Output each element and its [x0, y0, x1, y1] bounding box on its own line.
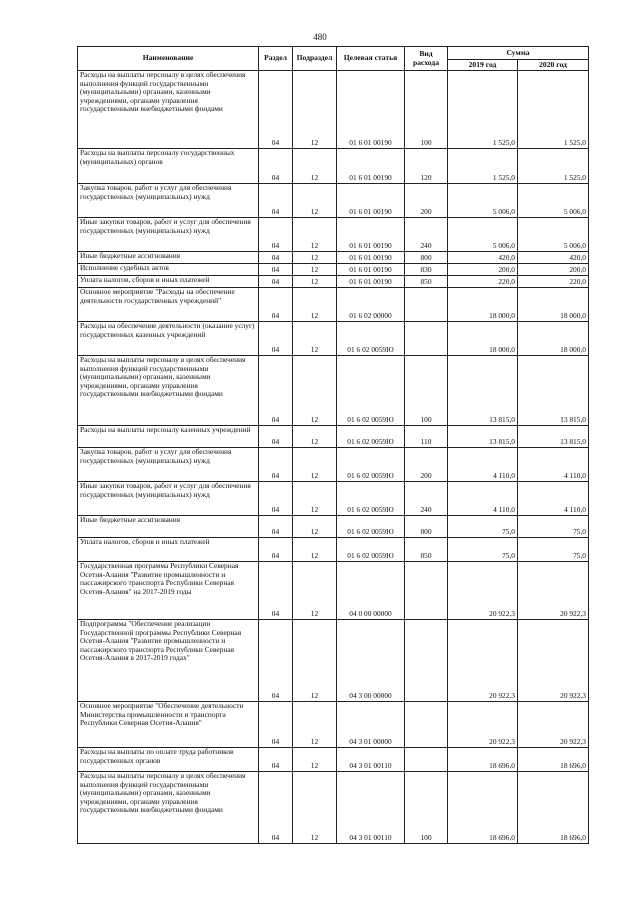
row-section: 04 — [259, 516, 293, 538]
row-name: Расходы на выплаты персоналу казенных учреждений — [78, 426, 259, 448]
row-section: 04 — [259, 702, 293, 748]
row-target: 01 6 02 0059Ю — [337, 538, 405, 562]
row-subsection: 12 — [293, 538, 337, 562]
row-subsection: 12 — [293, 218, 337, 252]
header-subsection: Подраздел — [293, 47, 337, 71]
row-target: 01 6 01 00190 — [337, 149, 405, 184]
row-expense-type: 110 — [405, 426, 448, 448]
table-row — [78, 516, 589, 538]
row-expense-type: 850 — [405, 276, 448, 288]
row-expense-type — [405, 748, 448, 772]
row-section: 04 — [259, 218, 293, 252]
row-name: Расходы на выплаты персоналу в целях обеспечения выполнения функций государственными (муниципальными) органами, казенными учреждениями, органами управления государственными внебюджетными фондами — [78, 71, 259, 149]
row-expense-type: 120 — [405, 149, 448, 184]
row-target: 01 6 01 00190 — [337, 184, 405, 218]
row-name: Исполнение судебных актов — [78, 264, 259, 276]
row-target: 01 6 01 00190 — [337, 218, 405, 252]
row-section: 04 — [259, 264, 293, 276]
row-sum-2020: 75,0 — [518, 538, 589, 562]
table-row — [78, 252, 589, 264]
row-sum-2019: 5 006,0 — [448, 218, 518, 252]
row-sum-2019: 13 815,0 — [448, 356, 518, 426]
row-name: Расходы на выплаты по оплате труда работников государственных органов — [78, 748, 259, 772]
table-row — [78, 448, 589, 482]
row-sum-2020: 1 525,0 — [518, 71, 589, 149]
row-sum-2020: 18 696,0 — [518, 772, 589, 844]
row-target: 01 6 01 00190 — [337, 264, 405, 276]
row-sum-2019: 1 525,0 — [448, 71, 518, 149]
row-sum-2019: 220,0 — [448, 276, 518, 288]
row-target: 04 3 01 00000 — [337, 702, 405, 748]
row-section: 04 — [259, 252, 293, 264]
table-row — [78, 264, 589, 276]
row-sum-2019: 5 006,0 — [448, 184, 518, 218]
row-sum-2020: 1 525,0 — [518, 149, 589, 184]
row-sum-2020: 420,0 — [518, 252, 589, 264]
row-target: 04 3 01 00110 — [337, 772, 405, 844]
row-sum-2020: 20 922,3 — [518, 562, 589, 620]
row-expense-type — [405, 322, 448, 356]
row-section: 04 — [259, 288, 293, 322]
row-name: Расходы на обеспечение деятельности (оказание услуг) государственных казенных учреждений — [78, 322, 259, 356]
row-target: 01 6 02 00000 — [337, 288, 405, 322]
row-target: 01 6 02 0059Ю — [337, 322, 405, 356]
header-target: Целевая статья — [337, 47, 405, 71]
row-sum-2019: 200,0 — [448, 264, 518, 276]
row-target: 01 6 01 00190 — [337, 276, 405, 288]
row-sum-2019: 4 110,0 — [448, 482, 518, 516]
table-row — [78, 562, 589, 620]
table-row — [78, 748, 589, 772]
row-name: Иные закупки товаров, работ и услуг для обеспечения государственных (муниципальных) нужд — [78, 218, 259, 252]
header-name: Наименование — [78, 47, 259, 71]
row-name: Иные бюджетные ассигнования — [78, 252, 259, 264]
row-target: 01 6 01 00190 — [337, 252, 405, 264]
row-expense-type: 100 — [405, 71, 448, 149]
row-subsection: 12 — [293, 264, 337, 276]
row-target: 04 3 00 00000 — [337, 620, 405, 702]
row-subsection: 12 — [293, 356, 337, 426]
row-target: 01 6 02 0059Ю — [337, 448, 405, 482]
row-section: 04 — [259, 356, 293, 426]
row-section: 04 — [259, 620, 293, 702]
table-row — [78, 276, 589, 288]
row-sum-2020: 18 696,0 — [518, 748, 589, 772]
table-row — [78, 620, 589, 702]
row-section: 04 — [259, 448, 293, 482]
header-sum: Сумма — [448, 47, 589, 60]
row-expense-type: 240 — [405, 218, 448, 252]
row-subsection: 12 — [293, 620, 337, 702]
row-expense-type: 200 — [405, 448, 448, 482]
row-section: 04 — [259, 276, 293, 288]
row-section: 04 — [259, 538, 293, 562]
page-number: 480 — [313, 32, 327, 42]
row-target: 01 6 02 0059Ю — [337, 356, 405, 426]
row-sum-2020: 13 815,0 — [518, 426, 589, 448]
row-sum-2019: 4 110,0 — [448, 448, 518, 482]
row-subsection: 12 — [293, 322, 337, 356]
row-name: Закупка товаров, работ и услуг для обеспечения государственных (муниципальных) нужд — [78, 448, 259, 482]
table-row — [78, 288, 589, 322]
row-section: 04 — [259, 426, 293, 448]
row-expense-type: 830 — [405, 264, 448, 276]
row-sum-2019: 18 000,0 — [448, 288, 518, 322]
row-sum-2019: 420,0 — [448, 252, 518, 264]
table-row — [78, 184, 589, 218]
row-sum-2020: 4 110,0 — [518, 448, 589, 482]
row-sum-2020: 4 110,0 — [518, 482, 589, 516]
table-row — [78, 218, 589, 252]
table-body — [78, 71, 589, 844]
row-expense-type: 100 — [405, 356, 448, 426]
table-row — [78, 426, 589, 448]
row-section: 04 — [259, 562, 293, 620]
budget-table — [77, 46, 589, 844]
row-expense-type — [405, 620, 448, 702]
row-target: 01 6 02 0059Ю — [337, 426, 405, 448]
row-subsection: 12 — [293, 562, 337, 620]
row-section: 04 — [259, 772, 293, 844]
row-expense-type: 800 — [405, 516, 448, 538]
row-name: Уплата налогов, сборов и иных платежей — [78, 276, 259, 288]
row-sum-2019: 75,0 — [448, 516, 518, 538]
row-sum-2019: 18 696,0 — [448, 748, 518, 772]
row-sum-2019: 1 525,0 — [448, 149, 518, 184]
row-name: Основное мероприятие "Обеспечение деятельности Министерства промышленности и транспорта Республики Северная Осетия-Алания" — [78, 702, 259, 748]
table-row — [78, 356, 589, 426]
header-expense-type: Вид расхода — [405, 47, 448, 71]
row-sum-2020: 75,0 — [518, 516, 589, 538]
row-sum-2020: 13 815,0 — [518, 356, 589, 426]
row-subsection: 12 — [293, 748, 337, 772]
row-subsection: 12 — [293, 149, 337, 184]
row-section: 04 — [259, 482, 293, 516]
row-expense-type — [405, 562, 448, 620]
row-sum-2020: 18 000,0 — [518, 322, 589, 356]
row-subsection: 12 — [293, 772, 337, 844]
row-subsection: 12 — [293, 448, 337, 482]
row-expense-type: 800 — [405, 252, 448, 264]
row-expense-type — [405, 702, 448, 748]
row-name: Государственная программа Республики Северная Осетия-Алания "Развитие промышленности и пассажирского транспорта Республики Северная Осетия-Алания" на 2017-2019 годы — [78, 562, 259, 620]
row-sum-2020: 18 000,0 — [518, 288, 589, 322]
header-year-2020: 2020 год — [518, 60, 589, 71]
table-row — [78, 482, 589, 516]
row-sum-2020: 5 006,0 — [518, 218, 589, 252]
table-row — [78, 71, 589, 149]
table-row — [78, 772, 589, 844]
row-expense-type: 100 — [405, 772, 448, 844]
row-target: 01 6 02 0059Ю — [337, 516, 405, 538]
row-subsection: 12 — [293, 276, 337, 288]
row-sum-2020: 5 006,0 — [518, 184, 589, 218]
row-section: 04 — [259, 149, 293, 184]
row-expense-type: 240 — [405, 482, 448, 516]
row-expense-type: 850 — [405, 538, 448, 562]
row-name: Основное мероприятие "Расходы на обеспечение деятельности государственных учреждений" — [78, 288, 259, 322]
row-expense-type — [405, 288, 448, 322]
row-name: Иные закупки товаров, работ и услуг для обеспечения государственных (муниципальных) нужд — [78, 482, 259, 516]
row-section: 04 — [259, 748, 293, 772]
row-name: Иные бюджетные ассигнования — [78, 516, 259, 538]
row-target: 04 0 00 00000 — [337, 562, 405, 620]
row-target: 04 3 01 00110 — [337, 748, 405, 772]
row-subsection: 12 — [293, 184, 337, 218]
row-sum-2019: 20 922,3 — [448, 702, 518, 748]
row-name: Расходы на выплаты персоналу в целях обеспечения выполнения функций государственными (муниципальными) органами, казенными учреждениями, органами управления государственными внебюджетными фондами — [78, 356, 259, 426]
row-subsection: 12 — [293, 426, 337, 448]
table-row — [78, 149, 589, 184]
row-expense-type: 200 — [405, 184, 448, 218]
row-sum-2020: 20 922,3 — [518, 702, 589, 748]
row-sum-2019: 18 696,0 — [448, 772, 518, 844]
row-subsection: 12 — [293, 71, 337, 149]
row-sum-2019: 13 815,0 — [448, 426, 518, 448]
row-name: Расходы на выплаты персоналу в целях обеспечения выполнения функций государственными (муниципальными) органами, казенными учреждениями, органами управления государственными внебюджетными фондами — [78, 772, 259, 844]
row-section: 04 — [259, 184, 293, 218]
row-subsection: 12 — [293, 516, 337, 538]
row-subsection: 12 — [293, 288, 337, 322]
table-row — [78, 322, 589, 356]
row-subsection: 12 — [293, 252, 337, 264]
row-target: 01 6 01 00190 — [337, 71, 405, 149]
header-section: Раздел — [259, 47, 293, 71]
row-sum-2020: 200,0 — [518, 264, 589, 276]
row-sum-2019: 18 000,0 — [448, 322, 518, 356]
row-sum-2019: 20 922,3 — [448, 620, 518, 702]
row-sum-2019: 20 922,3 — [448, 562, 518, 620]
table-row — [78, 538, 589, 562]
row-section: 04 — [259, 71, 293, 149]
row-name: Закупка товаров, работ и услуг для обеспечения государственных (муниципальных) нужд — [78, 184, 259, 218]
row-subsection: 12 — [293, 482, 337, 516]
row-sum-2019: 75,0 — [448, 538, 518, 562]
row-name: Уплата налогов, сборов и иных платежей — [78, 538, 259, 562]
row-name: Подпрограмма "Обеспечение реализации Государственной программы Республики Северная Осетия-Алания "Развитие промышленности и пассажирского транспорта Республики Северная Осетия-Алания в 2017-2019 годах" — [78, 620, 259, 702]
row-subsection: 12 — [293, 702, 337, 748]
row-target: 01 6 02 0059Ю — [337, 482, 405, 516]
row-sum-2020: 20 922,3 — [518, 620, 589, 702]
row-section: 04 — [259, 322, 293, 356]
header-year-2019: 2019 год — [448, 60, 518, 71]
table-row — [78, 702, 589, 748]
table-header — [78, 47, 589, 71]
row-name: Расходы на выплаты персоналу государственных (муниципальных) органов — [78, 149, 259, 184]
row-sum-2020: 220,0 — [518, 276, 589, 288]
